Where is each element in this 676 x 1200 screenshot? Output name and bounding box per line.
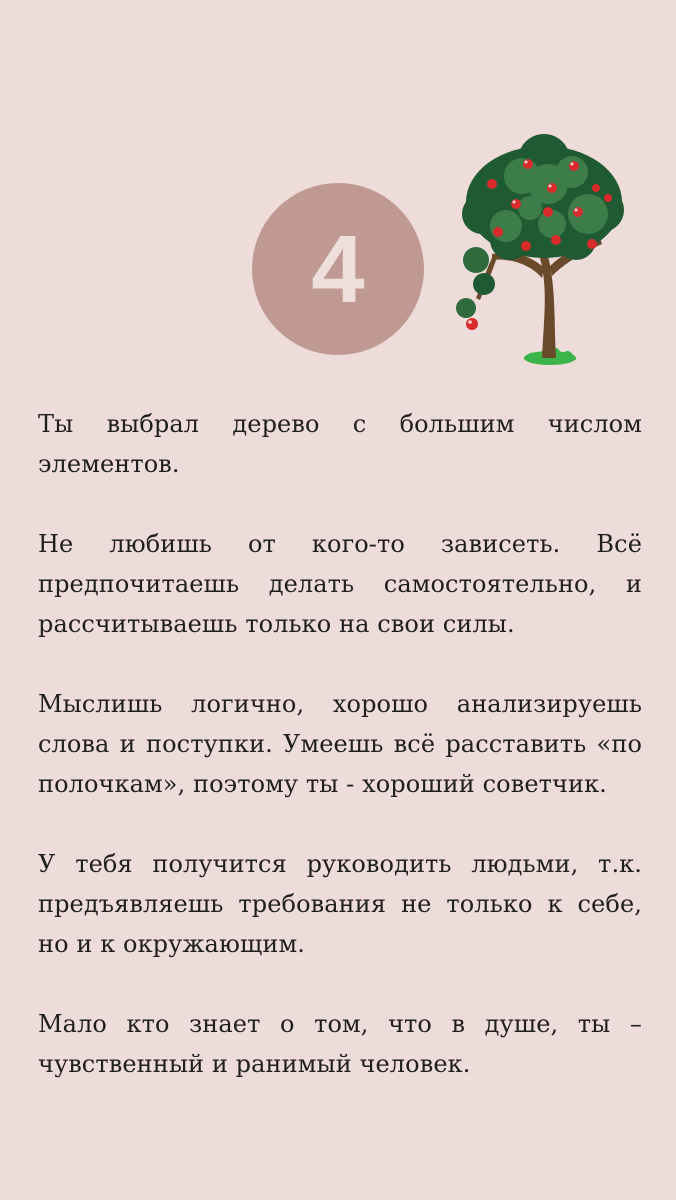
paragraph-4: У тебя получится руководить людьми, т.к. предъявляешь требования не только к себе, но и к окружающим. xyxy=(38,850,642,958)
paragraph-3: Мыслишь логично, хорошо анализируешь слова и поступки. Умеешь всё расставить «по полочкам», поэтому ты - хороший советчик. xyxy=(38,690,642,798)
description-text xyxy=(38,404,642,1084)
paragraph-5: Мало кто знает о том, что в душе, ты – чувственный и ранимый человек. xyxy=(38,1010,642,1078)
number-badge xyxy=(252,183,424,355)
apple-tree-icon xyxy=(452,128,632,376)
paragraph-1: Ты выбрал дерево с большим числом элементов. xyxy=(38,410,642,478)
number-label: 4 xyxy=(311,216,365,323)
paragraph-2: Не любишь от кого-то зависеть. Всё предпочитаешь делать самостоятельно, и рассчитываешь только на свои силы. xyxy=(38,530,642,638)
